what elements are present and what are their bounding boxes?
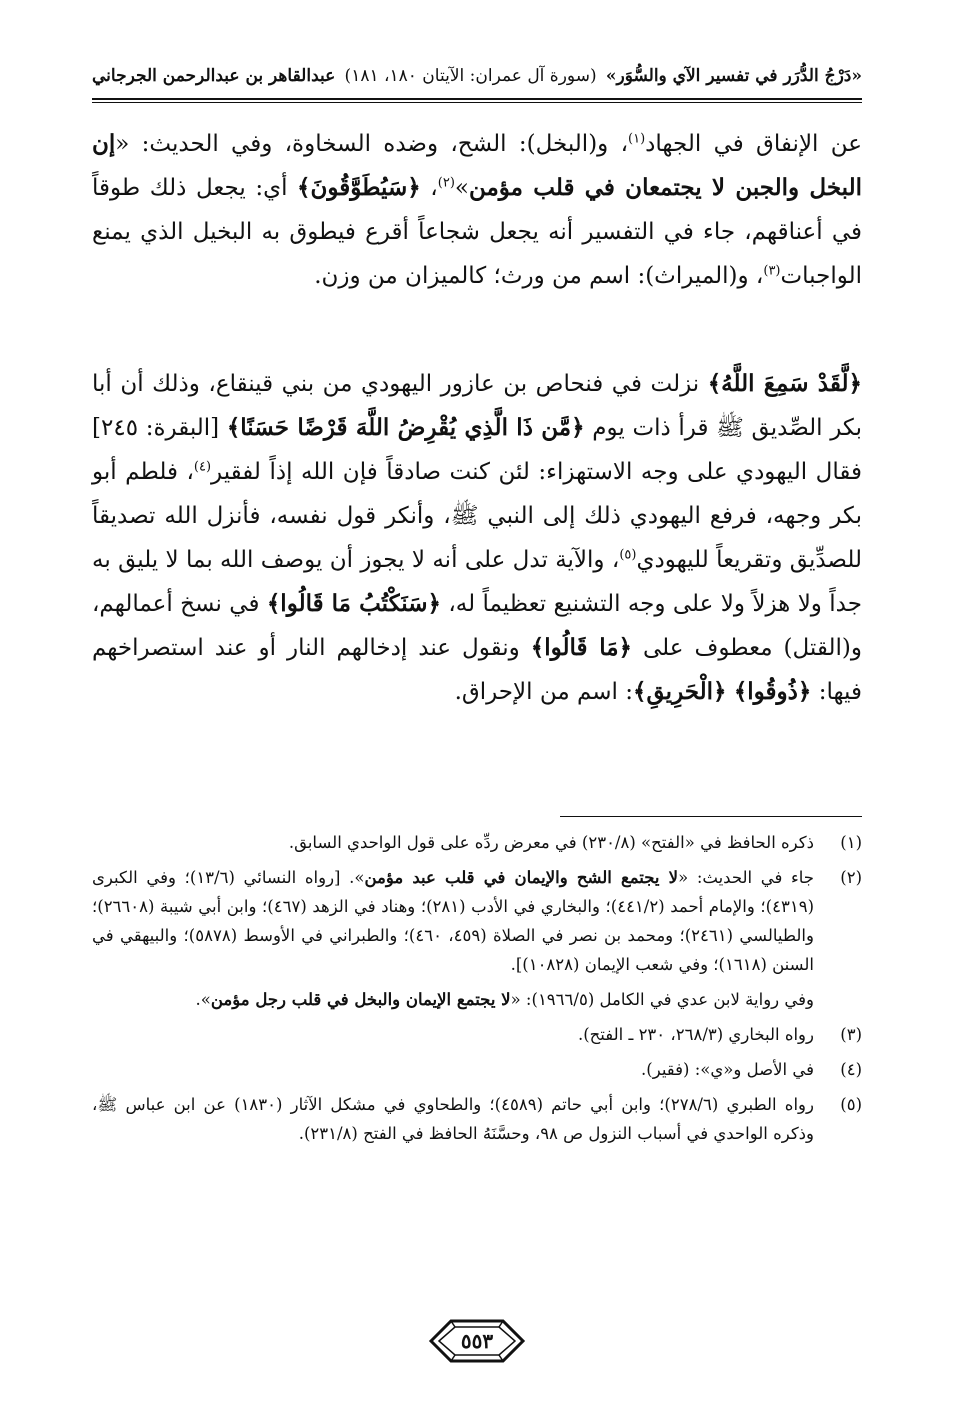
page-number: ٥٥٣ (460, 1329, 494, 1353)
footnote-4 (92, 1055, 862, 1084)
quran-quote: ﴿مَّن ذَا الَّذِي يُقْرِضُ اللَّهَ قَرْضًا حَسَنًا﴾ (226, 414, 585, 441)
footnote-number: (٢) (840, 868, 862, 887)
header-author: عبدالقاهر بن عبدالرحمن الجرجاني (92, 66, 336, 86)
header-surah-info: (سورة آل عمران: الآيتان ١٨٠، ١٨١) (344, 66, 597, 86)
footnote-1 (92, 828, 862, 857)
footnote-text: رواه الطبري (٢٧٨/٦)؛ وابن أبي حاتم (٤٥٨٩)؛ والطحاوي في مشكل الآثار (١٨٣٠) عن ابن عباس ﷺ، وذكره الواحدي في أسباب النزول ص ٩٨، وحسَّنَهُ الحافظ في الفتح (٢٣١/٨). (92, 1095, 814, 1143)
footnote-number: (٤) (840, 1060, 862, 1079)
footnote-text: رواه البخاري (٢٦٨/٣، ٢٣٠ ـ الفتح). (577, 1025, 814, 1044)
quran-quote: ﴿ذُوقُوا﴾ (733, 678, 812, 705)
footnote-2-continuation: وفي رواية لابن عدي في الكامل (١٩٦٦/٥): «لا يجتمع الإيمان والبخل في قلب رجل مؤمن». (195, 990, 814, 1009)
footnote-text: في الأصل و«ي»: (فقير). (641, 1060, 814, 1079)
quran-quote: ﴿سَنَكْتُبُ مَا قَالُوا﴾ (266, 590, 441, 617)
footnote-text: جاء في الحديث: «لا يجتمع الشح والإيمان في قلب عبد مؤمن». [رواه النسائي (١٣/٦)؛ وفي الكبرى (٤٣١٩)؛ والإمام أحمد (٤٤١/٢)؛ والبخاري في الأدب (٢٨١)؛ وهناد في الزهد (٤٦٧)؛ وابن أبي شيبة (٢٦٦٠٨)؛ والطيالسي (٢٤٦١)؛ ومحمد بن نصر في الصلاة (٤٥٩، ٤٦٠)؛ والطبراني في الأوسط (٥٨٧٨)؛ والبيهقي في السنن (١٦١٨)؛ وفي شعب الإيمان (١٠٨٢٨)]. (92, 868, 815, 974)
footnote-ref-3[interactable]: (٣) (763, 263, 781, 279)
footnote-3 (92, 1020, 862, 1049)
paragraph-bukhl: عن الإنفاق في الجهاد$^{(١)}$، و(البخل): الشح، وضده السخاوة، وفي الحديث: «إن البخل والجبن لا يجتمعان في قلب مؤمن»$^{(٢)}$، ﴿سَيُطَوَّقُونَ﴾ أي: يجعل ذلك طوقاً في أعناقهم، جاء في التفسير أنه يجعل شجاعاً أقرع فيطوق به البخيل الذي يمنع الواجبات$^{(٣)}$، و(الميراث): اسم من ورث؛ كالميزان من وزن. (92, 130, 863, 289)
header-rule-thin (92, 102, 862, 103)
footnote-number: (١) (840, 833, 862, 852)
paragraph-laqad-samia: ﴿لَّقَدْ سَمِعَ اللَّهُ﴾ نزلت في فنحاص بن عازور اليهودي من بني قينقاع، وذلك أن أبا بكر الصِّديق ﷺ قرأ ذات يوم ﴿مَّن ذَا الَّذِي يُقْرِضُ اللَّهَ قَرْضًا حَسَنًا﴾ [البقرة: ٢٤٥] فقال اليهودي على وجه الاستهزاء: لئن كنت صادقاً فإن الله إذاً لفقير$^{(٤)}$، فلطم أبو بكر وجهه، فرفع اليهودي ذلك إلى النبي ﷺ، وأنكر قول نفسه، فأنزل الله تصديقاً للصدِّيق وتقريعاً لليهودي$^{(٥)}$، والآية تدل على أنه لا يجوز أن يوصف الله بما لا يليق به جداً ولا هزلاً ولا على وجه التشنيع تعظيماً له، ﴿سَنَكْتُبُ مَا قَالُوا﴾ في نسخ أعمالهم، و(القتل) معطوف على ﴿مَا قَالُوا﴾ ونقول عند إدخالهم النار أو عند استصراخهم فيها: ﴿ذُوقُوا﴾ ﴿الْحَرِيقِ﴾: اسم من الإحراق. (92, 370, 863, 705)
quran-quote: ﴿سَيُطَوَّقُونَ﴾ (297, 174, 421, 201)
footnote-ref-5[interactable]: (٥) (619, 547, 637, 563)
quran-quote: ﴿الْحَرِيقِ﴾ (633, 678, 727, 705)
quran-quote: ﴿مَا قَالُوا﴾ (530, 634, 632, 661)
footnote-text: ذكره الحافظ في «الفتح» (٢٣٠/٨) في معرض ردِّه على قول الواحدي السابق. (288, 833, 814, 852)
footnote-ref-2[interactable]: (٢) (437, 175, 455, 191)
quran-quote: ﴿لَّقَدْ سَمِعَ اللَّهُ﴾ (707, 370, 862, 397)
footnote-ref-1[interactable]: (١) (628, 131, 646, 147)
footnote-number: (٣) (840, 1025, 862, 1044)
footnote-5 (92, 1090, 862, 1148)
footnote-number: (٥) (840, 1095, 862, 1114)
header-book-title: «دَرْجُ الدُّرَر في تفسير الآي والسُّوَر» (605, 66, 862, 86)
hadith-quote: إن البخل والجبن لا يجتمعان في قلب مؤمن (92, 130, 863, 201)
footnote-ref-4[interactable]: (٤) (193, 459, 212, 475)
running-header (92, 58, 862, 94)
footnote-2 (92, 863, 862, 979)
footnote-separator (560, 816, 862, 817)
footnotes-section (92, 828, 862, 1154)
header-rule (92, 98, 862, 100)
page-number-ornament (427, 1318, 527, 1364)
